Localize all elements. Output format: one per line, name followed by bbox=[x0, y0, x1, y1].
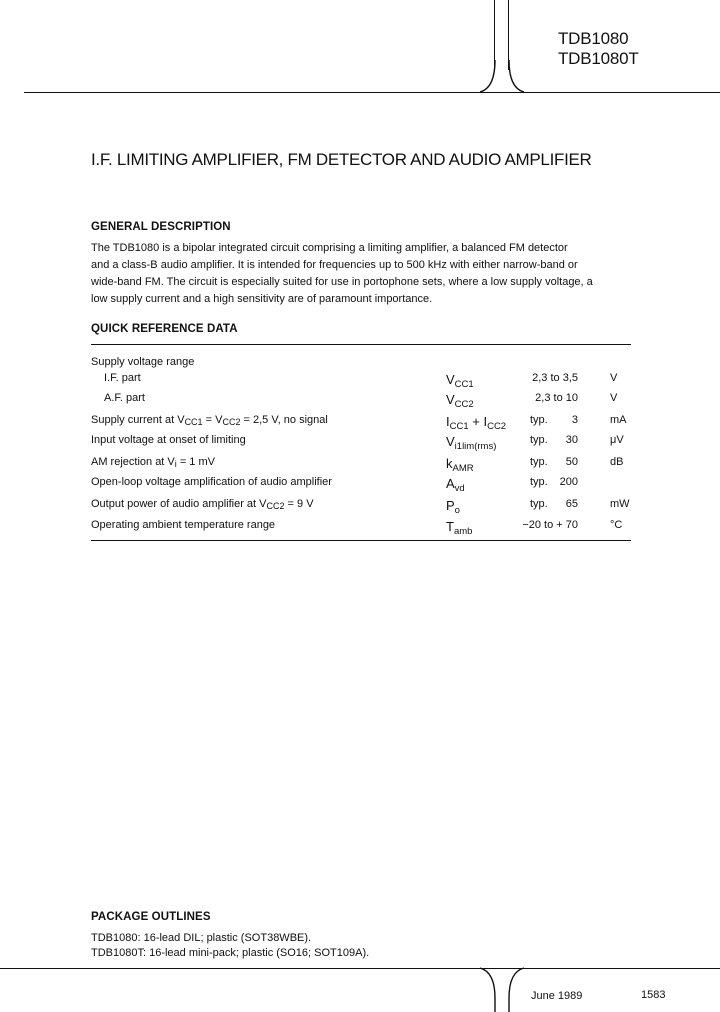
quick-reference-row bbox=[0, 392, 720, 412]
parameter-value: 30 bbox=[565, 434, 578, 446]
quick-reference-top-rule bbox=[91, 344, 631, 345]
part-numbers bbox=[558, 29, 639, 69]
typical-marker: typ. bbox=[530, 476, 548, 488]
parameter-value: 3 bbox=[571, 414, 578, 426]
parameter-label: AM rejection at $V_i = 1$ mV bbox=[91, 456, 215, 469]
footer-date: June 1989 bbox=[531, 990, 583, 1002]
parameter-symbol: $I_{CC1} + I_{CC2}$ bbox=[446, 414, 507, 432]
parameter-label: Output power of audio amplifier at $V_{CC2} = 9$ V bbox=[91, 498, 314, 511]
quick-reference-row bbox=[0, 372, 720, 392]
parameter-unit: dB bbox=[610, 456, 624, 468]
parameter-value: −20 to + 70 bbox=[522, 519, 578, 531]
package-outlines-heading: PACKAGE OUTLINES bbox=[91, 911, 211, 923]
parameter-label: Open-loop voltage amplification of audio amplifier bbox=[91, 476, 332, 488]
parameter-value: 200 bbox=[559, 476, 578, 488]
package-outline-line: TDB1080: 16-lead DIL; plastic (SOT38WBE). bbox=[91, 932, 312, 944]
package-outline-line: TDB1080T: 16-lead mini-pack; plastic (SO16; SOT109A). bbox=[91, 947, 370, 959]
quick-reference-row bbox=[0, 414, 720, 434]
part-number-primary: TDB1080 bbox=[558, 29, 629, 48]
header-rule-curves bbox=[480, 60, 530, 94]
quick-reference-row bbox=[0, 476, 720, 496]
quick-reference-row bbox=[0, 498, 720, 518]
parameter-unit: °C bbox=[610, 519, 623, 531]
parameter-value: 2,3 to 3,5 bbox=[532, 372, 578, 384]
parameter-symbol: $V_{CC2}$ bbox=[446, 392, 474, 410]
parameter-value: 65 bbox=[565, 498, 578, 510]
parameter-symbol: $P_o$ bbox=[446, 498, 460, 516]
quick-reference-bottom-rule bbox=[91, 540, 631, 541]
general-description-heading: GENERAL DESCRIPTION bbox=[91, 221, 231, 233]
parameter-unit: mW bbox=[610, 498, 630, 510]
quick-reference-row bbox=[0, 456, 720, 476]
typical-marker: typ. bbox=[530, 456, 548, 468]
header-horizontal-rule bbox=[24, 92, 720, 93]
parameter-label: Operating ambient temperature range bbox=[91, 519, 276, 531]
footer-rule-curves bbox=[480, 964, 530, 1012]
description-line: The TDB1080 is a bipolar integrated circuit comprising a limiting amplifier, a balanced FM detector bbox=[91, 242, 568, 254]
parameter-symbol: $T_{amb}$ bbox=[446, 519, 473, 537]
parameter-label: Supply current at $V_{CC1} = V_{CC2} = 2,5$ V, no signal bbox=[91, 414, 328, 427]
parameter-unit: mA bbox=[610, 414, 627, 426]
description-line: wide-band FM. The circuit is especially suited for use in portophone sets, where a low supply voltage, a bbox=[91, 276, 593, 288]
page-title: I.F. LIMITING AMPLIFIER, FM DETECTOR AND AUDIO AMPLIFIER bbox=[91, 150, 592, 169]
part-number-secondary: TDB1080T bbox=[558, 49, 639, 68]
parameter-unit: V bbox=[610, 392, 618, 404]
typical-marker: typ. bbox=[530, 414, 548, 426]
typical-marker: typ. bbox=[530, 498, 548, 510]
general-description-text bbox=[91, 240, 636, 308]
quick-reference-row bbox=[0, 434, 720, 454]
description-line: low supply current and a high sensitivity are of paramount importance. bbox=[91, 293, 433, 305]
parameter-label: I.F. part bbox=[104, 372, 141, 384]
parameter-symbol: $V_{i1lim(rms)}$ bbox=[446, 434, 497, 452]
parameter-label: Supply voltage range bbox=[91, 356, 195, 368]
parameter-symbol: $k_{AMR}$ bbox=[446, 456, 474, 474]
footer-horizontal-rule bbox=[0, 968, 720, 969]
parameter-label: A.F. part bbox=[104, 392, 145, 404]
parameter-symbol: $A_{vd}$ bbox=[446, 476, 465, 494]
page-number: 1583 bbox=[641, 989, 666, 1001]
description-line: and a class-B audio amplifier. It is intended for frequencies up to 500 kHz with either narrow-band or bbox=[91, 259, 578, 271]
parameter-value: 2,3 to 10 bbox=[535, 392, 578, 404]
parameter-unit: μV bbox=[610, 434, 624, 446]
parameter-unit: V bbox=[610, 372, 618, 384]
quick-reference-row bbox=[0, 519, 720, 539]
typical-marker: typ. bbox=[530, 434, 548, 446]
parameter-value: 50 bbox=[565, 456, 578, 468]
parameter-symbol: $V_{CC1}$ bbox=[446, 372, 474, 390]
quick-reference-heading: QUICK REFERENCE DATA bbox=[91, 323, 238, 335]
parameter-label: Input voltage at onset of limiting bbox=[91, 434, 246, 446]
